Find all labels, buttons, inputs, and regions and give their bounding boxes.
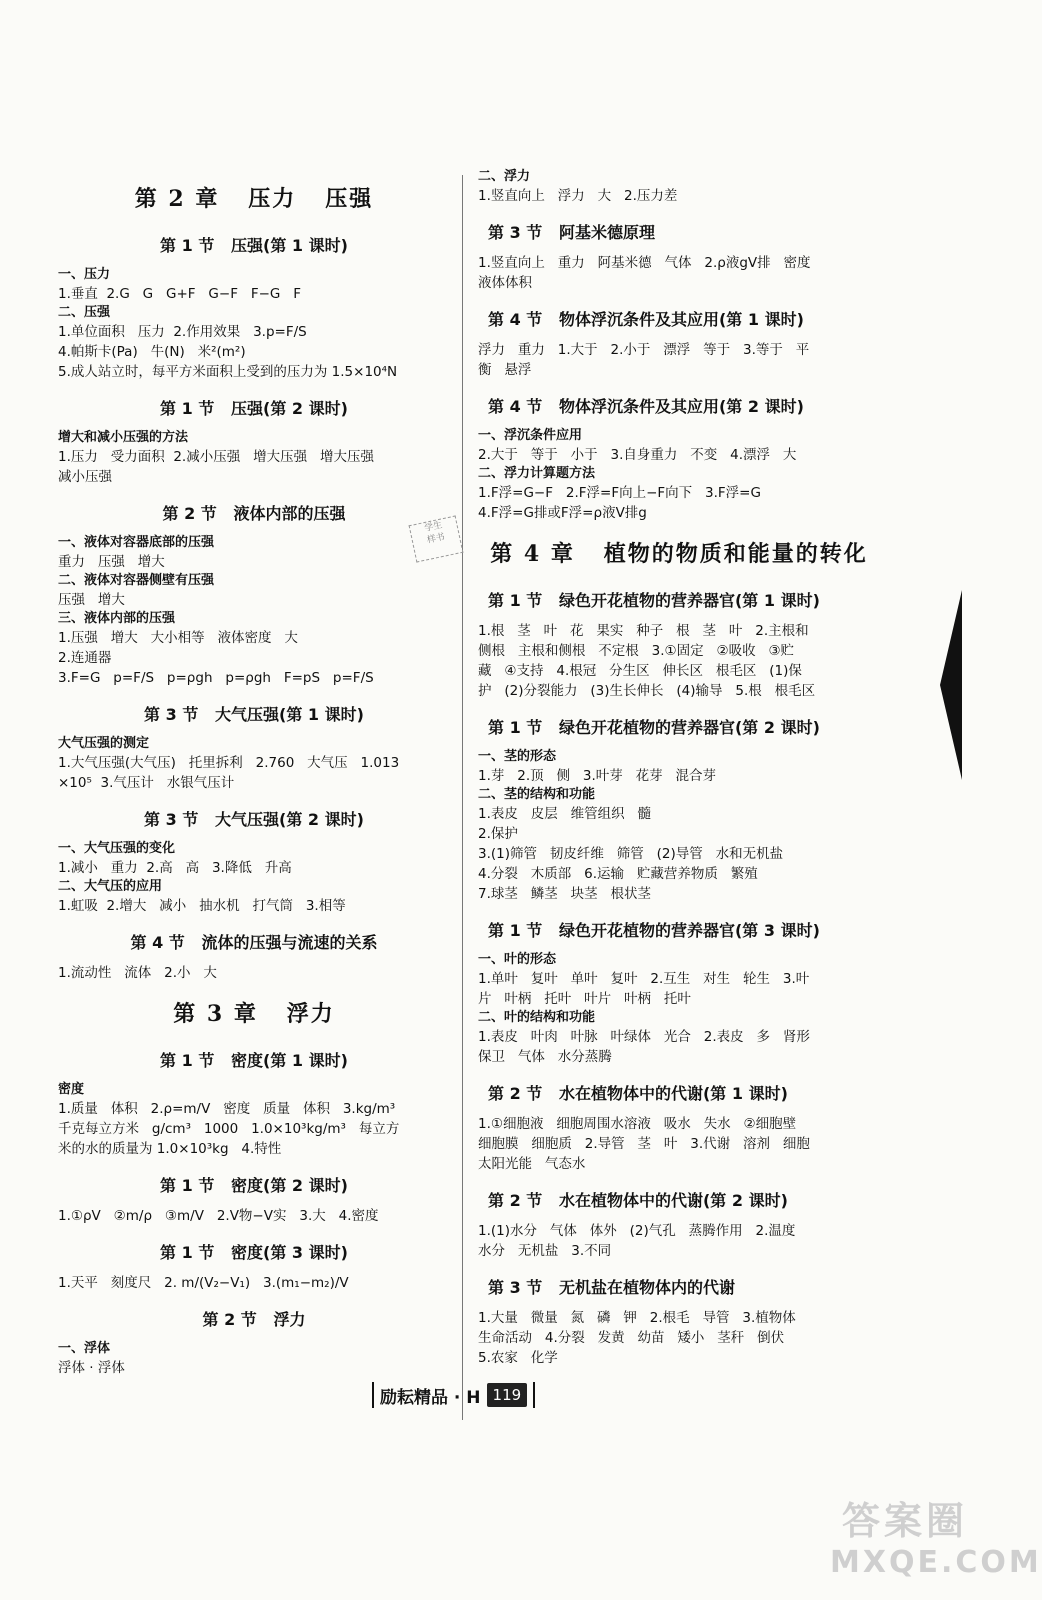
answer-line: 1.质量 体积 2.ρ=m/V 密度 质量 体积 3.kg/m³ 千克每立方米 g/cm³ 1000 1.0×10³kg/m³ 每立方 米的水的质量为 1.0×10³kg 4.特性: [58, 1101, 400, 1157]
section-title: 第 1 节 压强(第 1 课时): [160, 236, 348, 255]
footer-bar-left: [372, 1382, 374, 1408]
subheading: 二、浮力计算题方法: [478, 466, 596, 481]
answer-line: 1.竖直向上 重力 阿基米德 气体 2.ρ液gV排 密度 液体体积: [478, 255, 811, 291]
section-title: 第 1 节 压强(第 2 课时): [160, 399, 348, 418]
answer-line: 2.大于 等于 小于 3.自身重力 不变 4.漂浮 大: [478, 447, 797, 463]
subheading: 密度: [58, 1082, 85, 1097]
footer: [372, 1382, 535, 1408]
section-title: 第 1 节 绿色开花植物的营养器官(第 3 课时): [488, 921, 820, 940]
subheading: 二、压强: [58, 305, 111, 320]
subheading: 二、大气压的应用: [58, 879, 163, 894]
answer-line: 1.根 茎 叶 花 果实 种子 根 茎 叶 2.主根和 侧根 主根和侧根 不定根 3.①固定 ②吸收 ③贮 藏 ④支持 4.根冠 分生区 伸长区 根毛区 (1)保 护 (2)分裂能力 (3)生长伸长 (4)输导 5.根 根毛区: [478, 623, 816, 699]
subheading: 二、浮力: [478, 169, 531, 184]
answer-line: 2.保护: [478, 826, 518, 842]
answer-line: 压强 增大: [58, 592, 125, 608]
subheading: 三、液体内部的压强: [58, 611, 176, 626]
subheading: 一、液体对容器底部的压强: [58, 535, 215, 550]
answer-line: 1.单位面积 压力 2.作用效果 3.p=F/S: [58, 324, 307, 340]
section-title: 第 3 节 阿基米德原理: [488, 223, 655, 242]
answer-line: 3.F=G p=F/S p=ρgh p=ρgh F=pS p=F/S: [58, 670, 374, 686]
section-title: 第 2 节 液体内部的压强: [162, 504, 346, 523]
answer-line: 1.(1)水分 气体 体外 (2)气孔 蒸腾作用 2.温度 水分 无机盐 3.不同: [478, 1223, 796, 1259]
chapter-title: 第 3 章 浮力: [173, 1001, 335, 1027]
section-title: 第 1 节 密度(第 3 课时): [160, 1243, 348, 1262]
answer-line: 浮体 · 浮体: [58, 1360, 125, 1376]
answer-line: 1.天平 刻度尺 2. m/(V₂−V₁) 3.(m₁−m₂)/V: [58, 1275, 349, 1291]
subheading: 增大和减小压强的方法: [58, 430, 189, 445]
answer-line: 4.F浮=G排或F浮=ρ液V排g: [478, 505, 647, 521]
answer-line: 3.(1)筛管 韧皮纤维 筛管 (2)导管 水和无机盐 4.分裂 木质部 6.运输 贮藏营养物质 繁殖 7.球茎 鳞茎 块茎 根状茎: [478, 846, 784, 902]
subheading: 二、液体对容器侧壁有压强: [58, 573, 215, 588]
subheading: 一、压力: [58, 267, 111, 282]
section-title: 第 3 节 大气压强(第 2 课时): [144, 810, 364, 829]
answer-line: 1.单叶 复叶 单叶 复叶 2.互生 对生 轮生 3.叶 片 叶柄 托叶 叶片 叶柄 托叶: [478, 971, 810, 1007]
chapter-title: 第 2 章 压力 压强: [134, 186, 374, 212]
answer-line: 1.大量 微量 氮 磷 钾 2.根毛 导管 3.植物体 生命活动 4.分裂 发黄 幼苗 矮小 茎秆 倒伏 5.农家 化学: [478, 1310, 796, 1366]
answer-line: 1.虹吸 2.增大 减小 抽水机 打气筒 3.相等: [58, 898, 346, 914]
section-title: 第 1 节 密度(第 1 课时): [160, 1051, 348, 1070]
subheading: 一、大气压强的变化: [58, 841, 176, 856]
column-divider: [462, 175, 463, 1420]
answer-line: 2.连通器: [58, 650, 112, 666]
section-title: 第 2 节 水在植物体中的代谢(第 1 课时): [488, 1084, 788, 1103]
section-title: 第 3 节 无机盐在植物体内的代谢: [488, 1278, 735, 1297]
watermark: [830, 1490, 1042, 1590]
subheading: 二、茎的结构和功能: [478, 787, 596, 802]
answer-line: 1.F浮=G−F 2.F浮=F向上−F向下 3.F浮=G: [478, 485, 761, 501]
section-title: 第 1 节 密度(第 2 课时): [160, 1176, 348, 1195]
section-title: 第 4 节 物体浮沉条件及其应用(第 1 课时): [488, 310, 804, 329]
footer-bar-right: [533, 1382, 535, 1408]
section-title: 第 3 节 大气压强(第 1 课时): [144, 705, 364, 724]
page-number: 119: [487, 1383, 528, 1407]
answer-line: 1.压力 受力面积 2.减小压强 增大压强 增大压强 减小压强: [58, 449, 374, 485]
subheading: 一、浮沉条件应用: [478, 428, 583, 443]
answer-line: 1.垂直 2.G G G+F G−F F−G F: [58, 286, 302, 302]
page-edge-tab: [940, 590, 962, 780]
answer-line: 4.帕斯卡(Pa) 牛(N) 米²(m²): [58, 344, 246, 360]
subheading: 一、浮体: [58, 1341, 111, 1356]
subheading: 一、叶的形态: [478, 952, 557, 967]
left-column: [58, 168, 450, 1378]
answer-line: 1.流动性 流体 2.小 大: [58, 965, 217, 981]
chapter-title: 第 4 章 植物的物质和能量的转化: [490, 541, 868, 567]
answer-line: 1.①ρV ②m/ρ ③m/V 2.V物−V实 3.大 4.密度: [58, 1208, 379, 1224]
answer-line: 1.竖直向上 浮力 大 2.压力差: [478, 188, 678, 204]
answer-line: 重力 压强 增大: [58, 554, 165, 570]
section-title: 第 1 节 绿色开花植物的营养器官(第 1 课时): [488, 591, 820, 610]
answer-line: 1.减小 重力 2.高 高 3.降低 升高: [58, 860, 292, 876]
watermark-url: MXQE.COM: [830, 1545, 1042, 1580]
answer-line: 5.成人站立时，每平方米面积上受到的压力为 1.5×10⁴N: [58, 364, 398, 380]
subheading: 二、叶的结构和功能: [478, 1010, 596, 1025]
answer-line: 1.大气压强(大气压) 托里拆利 2.760 大气压 1.013 ×10⁵ 3.气压计 水银气压计: [58, 755, 400, 791]
section-title: 第 2 节 浮力: [202, 1310, 306, 1329]
section-title: 第 4 节 物体浮沉条件及其应用(第 2 课时): [488, 397, 804, 416]
subheading: 大气压强的测定: [58, 736, 150, 751]
answer-line: 1.①细胞液 细胞周围水溶液 吸水 失水 ②细胞壁 细胞膜 细胞质 2.导管 茎 叶 3.代谢 溶剂 细胞 太阳光能 气态水: [478, 1116, 810, 1172]
answer-line: 1.表皮 叶肉 叶脉 叶绿体 光合 2.表皮 多 肾形 保卫 气体 水分蒸腾: [478, 1029, 810, 1065]
answer-line: 浮力 重力 1.大于 2.小于 漂浮 等于 3.等于 平 衡 悬浮: [478, 342, 810, 378]
stamp: 学生 样书: [409, 515, 464, 562]
section-title: 第 2 节 水在植物体中的代谢(第 2 课时): [488, 1191, 788, 1210]
footer-brand: 励耘精品 · H: [380, 1387, 481, 1408]
right-column: [478, 168, 880, 1368]
answer-line: 1.芽 2.顶 侧 3.叶芽 花芽 混合芽: [478, 768, 717, 784]
section-title: 第 1 节 绿色开花植物的营养器官(第 2 课时): [488, 718, 820, 737]
answer-line: 1.压强 增大 大小相等 液体密度 大: [58, 630, 298, 646]
section-title: 第 4 节 流体的压强与流速的关系: [130, 933, 378, 952]
answer-line: 1.表皮 皮层 维管组织 髓: [478, 806, 652, 822]
subheading: 一、茎的形态: [478, 749, 557, 764]
watermark-logo: 答案圈: [841, 1499, 968, 1543]
